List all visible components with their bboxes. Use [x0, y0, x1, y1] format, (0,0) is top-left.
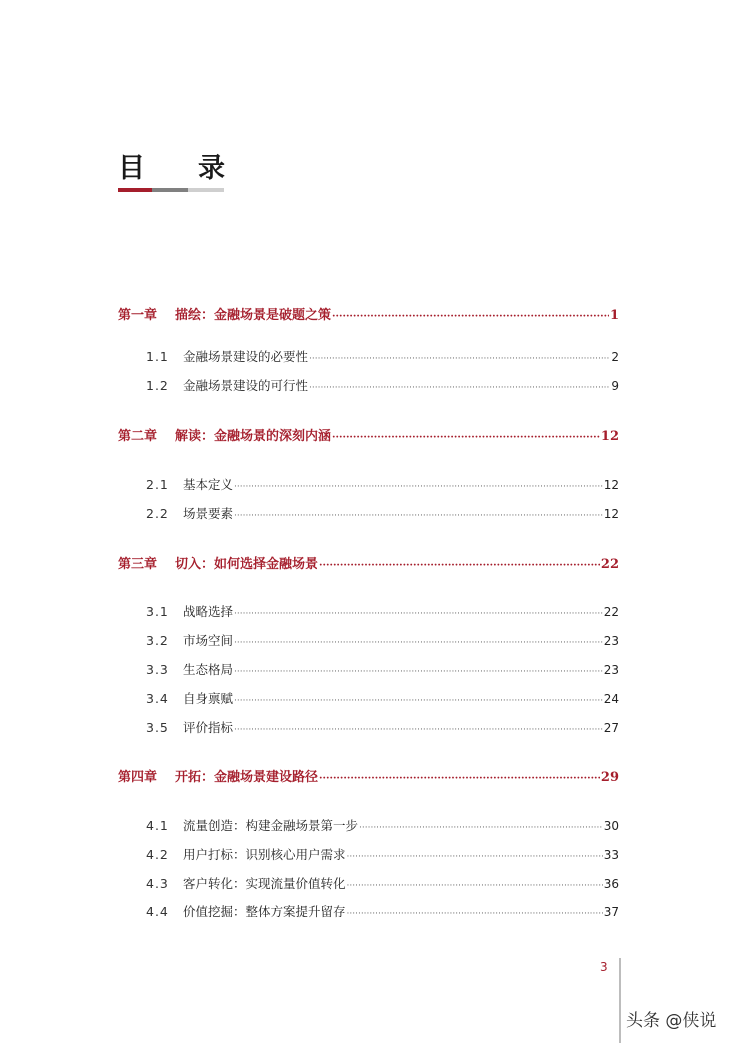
chapter-title: 解读：金融场景的深刻内涵: [175, 429, 332, 444]
section-title: 金融场景建设的可行性: [183, 378, 309, 393]
section-page: 2: [611, 350, 619, 364]
section-number: 4.1: [146, 818, 169, 833]
section-number: 3.4: [146, 691, 169, 706]
toc-section-3-2[interactable]: [146, 631, 619, 649]
toc-chapter-1[interactable]: [118, 304, 619, 323]
section-number: 4.3: [146, 876, 169, 891]
title-underline: [118, 188, 224, 192]
section-title: 自身禀赋: [183, 691, 234, 706]
dot-leader: [347, 881, 603, 891]
footer-divider: [619, 958, 621, 1043]
section-number: 1.1: [146, 349, 169, 364]
title-underline-accent: [118, 188, 152, 192]
dot-leader: [309, 354, 610, 364]
dot-leader: [347, 852, 603, 862]
dot-leader: [234, 667, 603, 677]
dot-leader: [234, 482, 603, 492]
toc-section-3-1[interactable]: [146, 602, 619, 620]
section-number: 2.2: [146, 506, 169, 521]
section-page: 36: [603, 877, 619, 891]
dot-leader: [234, 696, 603, 706]
dot-leader: [332, 311, 609, 322]
dot-leader: [319, 560, 600, 571]
toc-section-1-2[interactable]: [146, 376, 619, 394]
section-page: 22: [603, 605, 619, 619]
section-number: 3.1: [146, 604, 169, 619]
chapter-title: 切入：如何选择金融场景: [175, 557, 319, 572]
chapter-page: 29: [600, 770, 619, 785]
dot-leader: [319, 773, 600, 784]
section-page: 30: [603, 819, 619, 833]
watermark: 头条 @侠说: [626, 1011, 717, 1031]
toc-section-3-4[interactable]: [146, 689, 619, 707]
dot-leader: [234, 725, 603, 735]
section-page: 27: [603, 721, 619, 735]
chapter-title: 描绘：金融场景是破题之策: [175, 308, 332, 323]
section-page: 12: [603, 507, 619, 521]
section-page: 37: [603, 905, 619, 919]
section-title: 评价指标: [183, 720, 234, 735]
section-title: 市场空间: [183, 633, 234, 648]
section-number: 3.2: [146, 633, 169, 648]
chapter-number: 第二章: [118, 429, 158, 444]
toc-section-2-1[interactable]: [146, 475, 619, 493]
toc-title-char-2: 录: [198, 153, 225, 184]
chapter-number: 第四章: [118, 770, 158, 785]
title-underline-mid: [152, 188, 188, 192]
toc-chapter-2[interactable]: [118, 425, 619, 444]
toc-section-4-3[interactable]: [146, 874, 619, 892]
section-title: 金融场景建设的必要性: [183, 349, 309, 364]
dot-leader: [234, 511, 603, 521]
section-title: 生态格局: [183, 662, 234, 677]
section-title: 客户转化：实现流量价值转化: [183, 876, 346, 891]
section-number: 4.4: [146, 904, 169, 919]
section-title: 场景要素: [183, 506, 234, 521]
toc-chapter-3[interactable]: [118, 553, 619, 572]
section-title: 用户打标：识别核心用户需求: [183, 847, 346, 862]
dot-leader: [234, 609, 603, 619]
section-page: 23: [603, 663, 619, 677]
section-page: 24: [603, 692, 619, 706]
dot-leader: [347, 909, 603, 919]
section-number: 3.3: [146, 662, 169, 677]
toc-section-1-1[interactable]: [146, 347, 619, 365]
chapter-page: 22: [600, 557, 619, 572]
section-number: 1.2: [146, 378, 169, 393]
toc-section-4-4[interactable]: [146, 902, 619, 920]
toc-section-3-3[interactable]: [146, 660, 619, 678]
dot-leader: [234, 638, 603, 648]
toc-chapter-4[interactable]: [118, 766, 619, 785]
chapter-page: 1: [609, 308, 619, 323]
section-page: 33: [603, 848, 619, 862]
section-page: 12: [603, 478, 619, 492]
toc-section-3-5[interactable]: [146, 718, 619, 736]
dot-leader: [359, 823, 603, 833]
dot-leader: [332, 432, 600, 443]
section-title: 基本定义: [183, 477, 234, 492]
toc-section-4-1[interactable]: [146, 816, 619, 834]
section-title: 价值挖掘：整体方案提升留存: [183, 904, 346, 919]
toc-title-char-1: 目: [118, 153, 145, 184]
chapter-number: 第一章: [118, 308, 158, 323]
section-number: 2.1: [146, 477, 169, 492]
section-page: 23: [603, 634, 619, 648]
dot-leader: [309, 383, 610, 393]
section-title: 战略选择: [183, 604, 234, 619]
section-number: 4.2: [146, 847, 169, 862]
title-underline-light: [188, 188, 224, 192]
chapter-page: 12: [600, 429, 619, 444]
section-title: 流量创造：构建金融场景第一步: [183, 818, 359, 833]
toc-section-4-2[interactable]: [146, 845, 619, 863]
chapter-number: 第三章: [118, 557, 158, 572]
chapter-title: 开拓：金融场景建设路径: [175, 770, 319, 785]
toc-section-2-2[interactable]: [146, 504, 619, 522]
page-number: 3: [600, 960, 608, 974]
section-page: 9: [611, 379, 619, 393]
section-number: 3.5: [146, 720, 169, 735]
